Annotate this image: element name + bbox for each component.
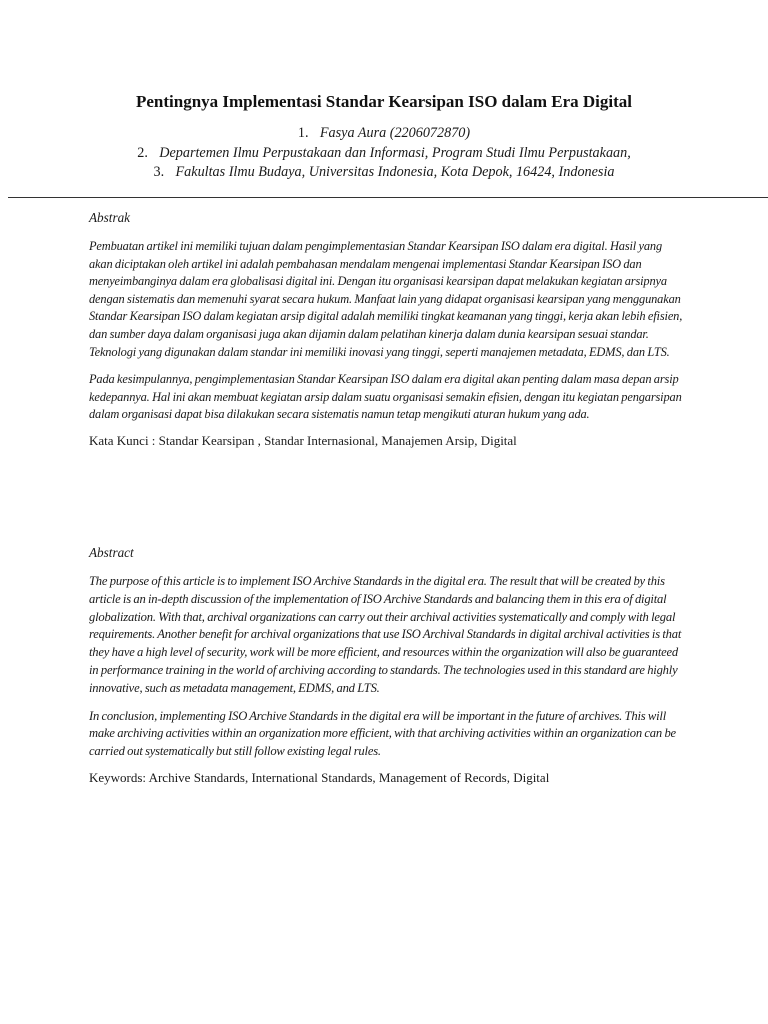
kata-kunci: Kata Kunci : Standar Kearsipan , Standar Internasional, Manajemen Arsip, Digital [89,432,517,448]
author-list [0,124,768,183]
list-number: 3. [153,164,165,180]
abstrak-paragraph-1: Pembuatan artikel ini memiliki tujuan dalam pengimplementasian Standar Kearsipan ISO dalam era digital. Hasil yang akan diciptakan oleh artikel ini adalah pembahasan mendalam mengenai implementasi Standar Kearsipan ISO dan menyeimbanginya dalam era globalisasi digital ini. Dengan itu organisasi kearsipan dapat melakukan kegiatan arsipnya dengan sistematis dan memenuhi syarat secara hukum. Manfaat lain yang didapat organisasi kearsipan yang menggunakan Standar Kearsipan ISO dalam kegiatan arsip digital adalah memiliki tingkat keamanan yang tinggi, kerja akan lebih efisien, dan sumber daya dalam organisasi juga akan dijamin dalam pelatihan kinerja dalam dunia kearsipan sesuai standar. Teknologi yang digunakan dalam standar ini memiliki inovasi yang tinggi, seperti manajemen metadata, EDMS, dan LTS. [89,239,683,359]
affiliation-department: Departemen Ilmu Perpustakaan dan Informasi, Program Studi Ilmu Perpustakaan, [159,144,631,161]
affiliation-faculty: Fakultas Ilmu Budaya, Universitas Indonesia, Kota Depok, 16424, Indonesia [175,164,615,180]
abstract-paragraph-1: The purpose of this article is to implement ISO Archive Standards in the digital era. The result that will be created by this article is an in-depth discussion of the implementation of ISO Archive Standards and balancing them in this era of digital globalization. With that, archival organizations can carry out their archival activities systematically and comply with legal requirements. Another benefit for archival organizations that use ISO Archival Standards in digital archival activities is that they have a high level of security, work will be more efficient, and resources within the organization will also be guaranteed in performance training in the world of archiving according to standards. The technologies used in this standard are highly innovative, such as metadata management, EDMS, and LTS. [89,574,682,695]
abstract-section [89,545,683,786]
abstract-paragraph-2: In conclusion, implementing ISO Archive Standards in the digital era will be important in the future of archives. This will make archiving activities within an organization more efficient, with that archiving activities within an organization can be carried out systematically but still follow existing legal rules. [89,708,676,759]
abstrak-heading: Abstrak [89,210,131,225]
abstract-heading: Abstract [89,545,134,560]
author-affiliation-line [0,163,768,183]
paper-title: Pentingnya Implementasi Standar Kearsipan ISO dalam Era Digital [135,92,633,111]
author-line [0,124,768,144]
list-number: 1. [297,125,309,141]
abstrak-section [89,210,683,449]
list-number: 2. [137,144,148,161]
author-affiliation-line [0,144,768,164]
title-divider [8,197,768,198]
abstrak-paragraph-2: Pada kesimpulannya, pengimplementasian Standar Kearsipan ISO dalam era digital akan penting dalam masa depan arsip kedepannya. Hal ini akan membuat kegiatan arsip dalam suatu organisasi semakin efisien, dengan itu kegiatan pengarsipan dalam organisasi dapat bisa dilakukan secara sistematis namun tetap mengikuti aturan hukum yang ada. [89,372,682,422]
keywords: Keywords: Archive Standards, International Standards, Management of Records, Digital [89,769,550,785]
author-name: Fasya Aura (2206072870) [319,125,471,141]
